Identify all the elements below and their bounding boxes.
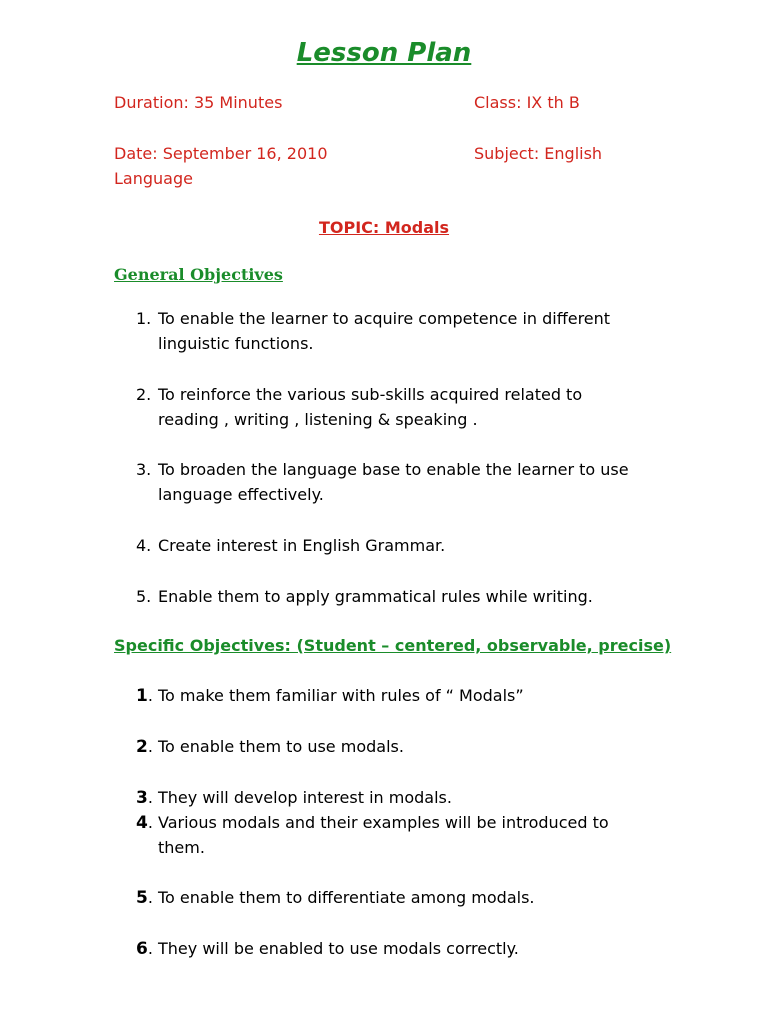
list-item [136, 385, 583, 429]
item-number: 1. [136, 686, 153, 706]
list-item [136, 309, 611, 353]
general-objectives-heading: General Objectives [114, 265, 283, 284]
item-number: 4. [136, 813, 153, 833]
item-text: To enable the learner to acquire competence in different [158, 309, 611, 328]
item-number: 4. [136, 536, 152, 555]
topic-heading: TOPIC: Modals [318, 218, 450, 237]
item-text-cont: them. [158, 838, 205, 857]
item-text: They will be enabled to use modals correctly. [158, 939, 519, 958]
item-number: 3. [136, 788, 153, 808]
item-text: To enable them to use modals. [158, 737, 404, 756]
item-text-cont: linguistic functions. [158, 334, 314, 353]
subject-label: Subject: English [474, 144, 603, 163]
list-item [136, 939, 519, 959]
item-text: To reinforce the various sub-skills acquired related to [158, 385, 583, 404]
item-number: 3. [136, 460, 152, 479]
page-title: Lesson Plan [296, 38, 472, 68]
list-item [136, 686, 524, 706]
item-text: To broaden the language base to enable the learner to use [158, 460, 629, 479]
list-item [136, 813, 609, 857]
list-item [136, 788, 452, 808]
item-text: To make them familiar with rules of “ Modals” [158, 686, 524, 705]
list-item [136, 536, 446, 555]
item-number: 5. [136, 888, 153, 908]
duration-label: Duration: 35 Minutes [114, 93, 283, 112]
class-label: Class: IX th B [474, 93, 580, 112]
item-number: 1. [136, 309, 152, 328]
item-text: Various modals and their examples will be introduced to [158, 813, 609, 832]
item-text-cont: reading , writing , listening & speaking . [158, 410, 478, 429]
item-number: 6. [136, 939, 153, 959]
specific-objectives-heading: Specific Objectives: (Student – centered, observable, precise) [114, 636, 672, 655]
subject-continuation: Language [114, 169, 193, 188]
list-item [136, 587, 593, 606]
list-item [136, 888, 535, 908]
item-number: 2. [136, 737, 153, 757]
item-text: To enable them to differentiate among modals. [158, 888, 535, 907]
date-label: Date: September 16, 2010 [114, 144, 328, 163]
item-text-cont: language effectively. [158, 485, 324, 504]
list-item [136, 737, 404, 757]
item-text: They will develop interest in modals. [158, 788, 452, 807]
item-text: Enable them to apply grammatical rules while writing. [158, 587, 593, 606]
item-number: 2. [136, 385, 152, 404]
item-text: Create interest in English Grammar. [158, 536, 446, 555]
list-item [136, 460, 629, 504]
item-number: 5. [136, 587, 152, 606]
